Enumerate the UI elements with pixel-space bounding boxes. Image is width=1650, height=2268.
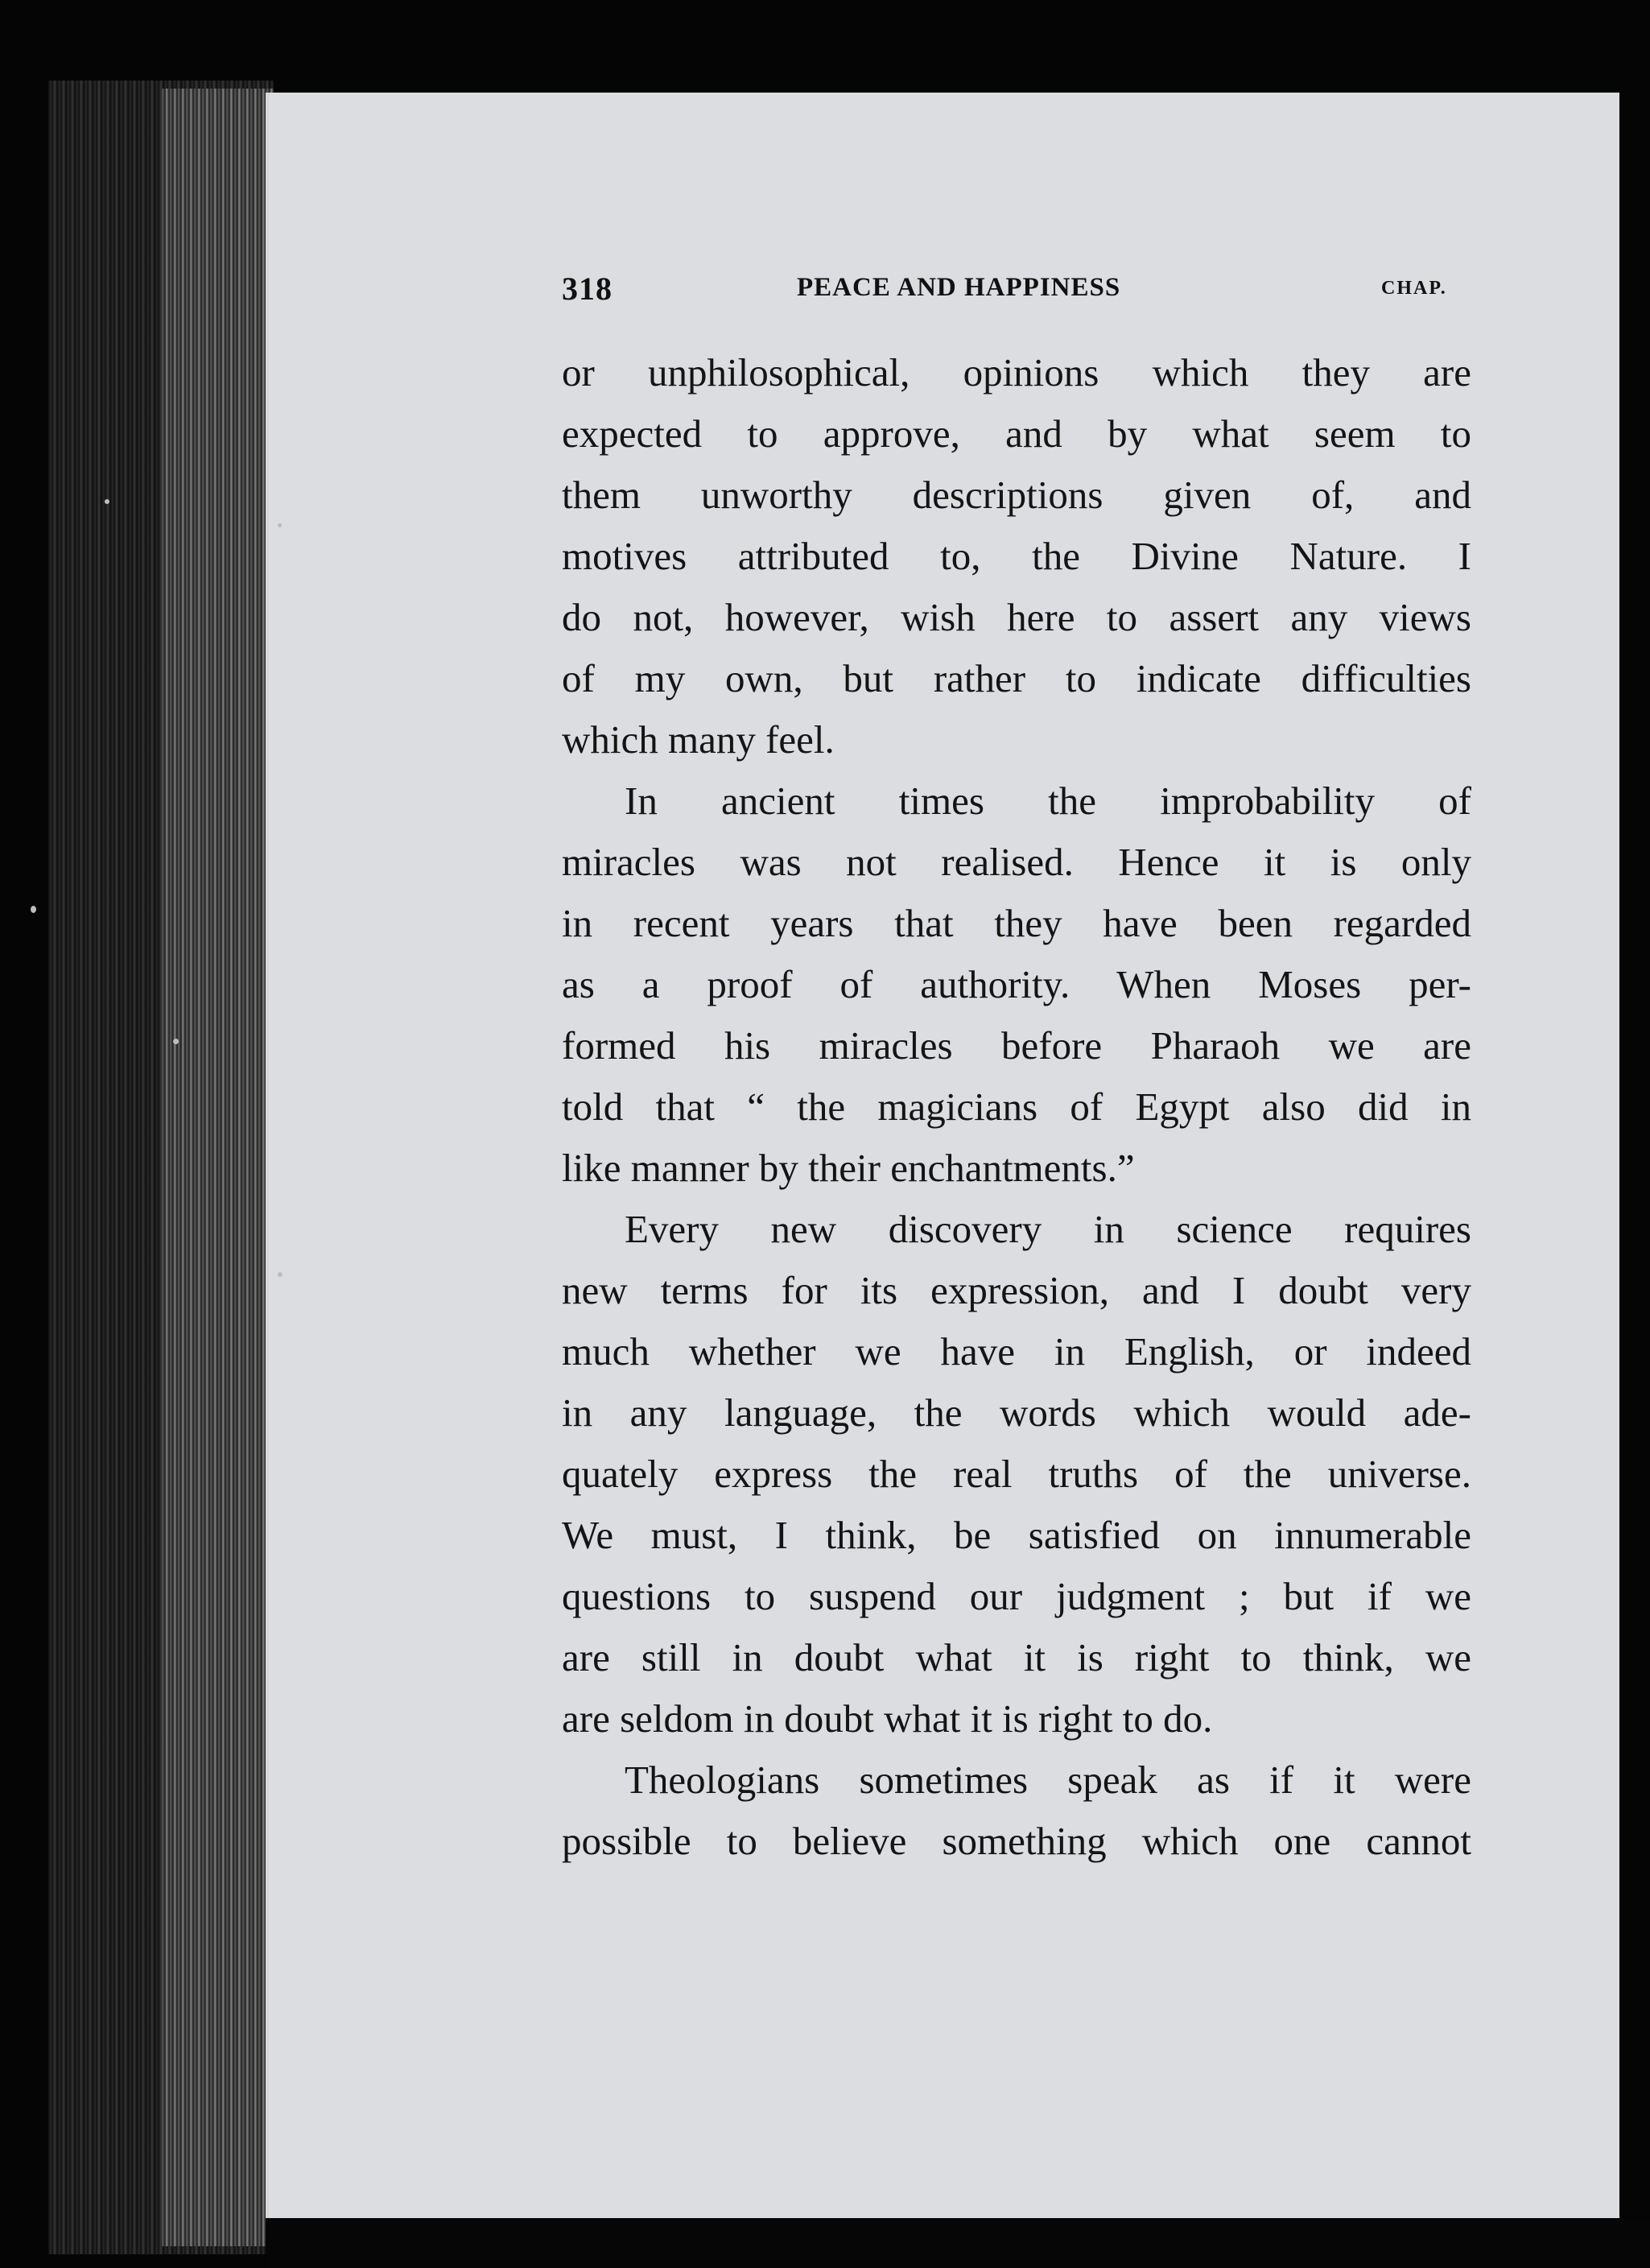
text-line: much whether we have in English, or indeed (562, 1329, 1471, 1374)
bottom-shadow (266, 2218, 1650, 2268)
chapter-abbrev: CHAP. (1381, 278, 1447, 299)
text-line: are still in doubt what it is right to think, we (562, 1635, 1471, 1679)
text-line: quately express the real truths of the universe. (562, 1452, 1471, 1496)
speck (31, 906, 36, 913)
text-line: We must, I think, be satisfied on innumerable (562, 1513, 1471, 1557)
text-line: new terms for its expression, and I doubt very (562, 1268, 1471, 1312)
text-line: in recent years that they have been regarded (562, 901, 1471, 945)
text-line: which many feel. (562, 717, 835, 762)
text-line: motives attributed to, the Divine Nature. I (562, 534, 1471, 578)
text-line: miracles was not realised. Hence it is only (562, 840, 1471, 884)
right-shadow (1619, 81, 1650, 2268)
text-line: formed his miracles before Pharaoh we are (562, 1023, 1471, 1068)
text-line: or unphilosophical, opinions which they are (562, 350, 1471, 395)
paragraph (562, 1750, 1471, 1872)
text-line: Theologians sometimes speak as if it were (625, 1758, 1471, 1802)
text-line: possible to believe something which one cannot (562, 1819, 1471, 1863)
body-text (562, 342, 1471, 1872)
text-line: In ancient times the improbability of (625, 779, 1471, 823)
text-line: them unworthy descriptions given of, and (562, 473, 1471, 517)
running-head (562, 270, 1471, 310)
text-line: expected to approve, and by what seem to (562, 411, 1471, 456)
speck (105, 499, 109, 504)
paragraph (562, 770, 1471, 1199)
text-line: as a proof of authority. When Moses per- (562, 962, 1471, 1006)
speck (278, 523, 282, 527)
speck (278, 1272, 283, 1277)
text-line: of my own, but rather to indicate difficulties (562, 656, 1471, 700)
text-line: like manner by their enchantments.” (562, 1146, 1135, 1190)
running-title: PEACE AND HAPPINESS (797, 273, 1121, 302)
text-line: told that “ the magicians of Egypt also did in (562, 1084, 1471, 1129)
paragraph (562, 1199, 1471, 1750)
text-line: in any language, the words which would ade- (562, 1390, 1471, 1435)
speck (173, 1039, 179, 1044)
paragraph (562, 342, 1471, 770)
book-page-edges-inner (161, 89, 274, 2246)
page-number: 318 (562, 271, 613, 307)
text-line: questions to suspend our judgment ; but if we (562, 1574, 1471, 1618)
text-line: do not, however, wish here to assert any views (562, 595, 1471, 639)
text-line: are seldom in doubt what it is right to do. (562, 1696, 1213, 1741)
text-line: Every new discovery in science requires (625, 1207, 1471, 1251)
